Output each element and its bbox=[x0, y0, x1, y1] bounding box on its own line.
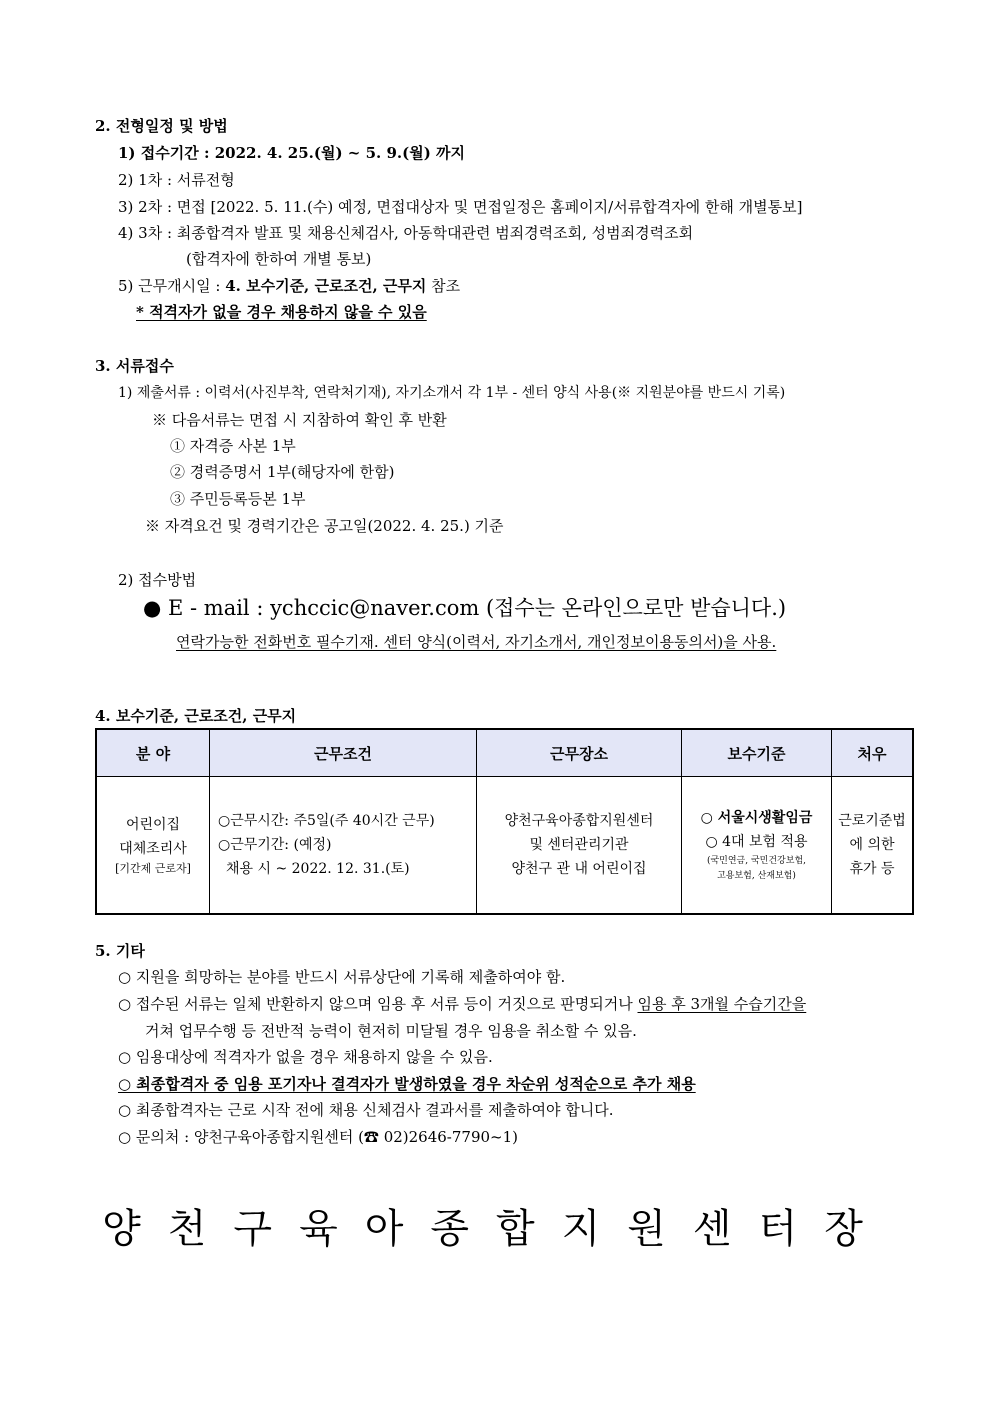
section5-item1: ○ 지원을 희망하는 분야를 반드시 서류상단에 기록해 제출하여야 함. bbox=[118, 968, 566, 986]
section2-item1: 1) 접수기간 : 2022. 4. 25.(월) ~ 5. 9.(월) 까지 bbox=[118, 144, 465, 162]
pay-line1: ○ 서울시생활임금 bbox=[700, 810, 813, 826]
section5-item2-cont: 거쳐 업무수행 등 전반적 능력이 현저히 미달될 경우 임용을 취소할 수 있음. bbox=[145, 1022, 637, 1040]
section5-item2-prefix: ○ 접수된 서류는 일체 반환하지 않으며 임용 후 서류 등이 거짓으로 판명되거나 bbox=[118, 995, 638, 1013]
pay-line2: ○ 4대 보험 적용 bbox=[705, 834, 808, 850]
place-line2: 및 센터관리기관 bbox=[529, 837, 629, 853]
cell-field bbox=[96, 777, 210, 915]
section2-title: 2. 전형일정 및 방법 bbox=[95, 117, 228, 135]
section5-item4: ○ 최종합격자 중 임용 포기자나 결격자가 발생하였을 경우 차순위 성적순으로 추가 채용 bbox=[118, 1075, 696, 1093]
cell-benefit bbox=[832, 777, 914, 915]
field-line2: 대체조리사 bbox=[119, 841, 187, 857]
header-place: 근무장소 bbox=[477, 729, 682, 777]
header-benefit: 처우 bbox=[832, 729, 914, 777]
section2-item5-prefix: 5) 근무개시일 : bbox=[118, 277, 226, 295]
conditions-line2: ○근무기간: (예정) bbox=[218, 837, 332, 853]
benefit-line3: 휴가 등 bbox=[849, 861, 895, 877]
benefit-line2: 에 의한 bbox=[849, 837, 895, 853]
section2-item4: 4) 3차 : 최종합격자 발표 및 채용신체검사, 아동학대관련 범죄경력조회, 성범죄경력조회 bbox=[118, 224, 694, 242]
header-conditions: 근무조건 bbox=[210, 729, 477, 777]
section3-method-title: 2) 접수방법 bbox=[118, 571, 197, 589]
section2-note: * 적격자가 없을 경우 채용하지 않을 수 있음 bbox=[136, 303, 427, 321]
section4-title: 4. 보수기준, 근로조건, 근무지 bbox=[95, 707, 297, 725]
section5-item3: ○ 임용대상에 적격자가 없을 경우 채용하지 않을 수 있음. bbox=[118, 1048, 493, 1066]
pay-line3: (국민연금, 국민건강보험, bbox=[706, 856, 807, 866]
section3-bring-note: ※ 다음서류는 면접 시 지참하여 확인 후 반환 bbox=[152, 411, 447, 429]
benefit-line1: 근로기준법 bbox=[838, 813, 906, 829]
section3-criteria-note: ※ 자격요건 및 경력기간은 공고일(2022. 4. 25.) 기준 bbox=[145, 517, 504, 535]
section2-item5-bold: 4. 보수기준, 근로조건, 근무지 bbox=[225, 277, 427, 295]
table-row bbox=[96, 777, 913, 915]
place-line1: 양천구육아종합지원센터 bbox=[504, 813, 654, 829]
section2-item4-note: (합격자에 한하여 개별 통보) bbox=[186, 250, 372, 268]
field-line3: [기간제 근로자] bbox=[115, 862, 191, 875]
section5-item2-underline: 임용 후 3개월 수습기간을 bbox=[637, 995, 807, 1013]
section3-doc2: ② 경력증명서 1부(해당자에 한함) bbox=[170, 463, 395, 481]
field-line1: 어린이집 bbox=[125, 817, 181, 833]
section5-item6: ○ 문의처 : 양천구육아종합지원센터 (☎ 02)2646-7790~1) bbox=[118, 1128, 519, 1146]
section5-title: 5. 기타 bbox=[95, 942, 145, 960]
conditions-line3: 채용 시 ~ 2022. 12. 31.(토) bbox=[226, 861, 410, 877]
section3-doc1: ① 자격증 사본 1부 bbox=[170, 437, 296, 455]
section3-method-note: 연락가능한 전화번호 필수기재. 센터 양식(이력서, 자기소개서, 개인정보이용동의서)을 사용. bbox=[176, 633, 777, 651]
header-field: 분 야 bbox=[96, 729, 210, 777]
section5-item5: ○ 최종합격자는 근로 시작 전에 채용 신체검사 결과서를 제출하여야 합니다. bbox=[118, 1101, 614, 1119]
pay-line4: 고용보험, 산재보험) bbox=[717, 871, 796, 881]
place-line3: 양천구 관 내 어린이집 bbox=[511, 861, 647, 877]
header-pay: 보수기준 bbox=[682, 729, 832, 777]
section2-item3: 3) 2차 : 면접 [2022. 5. 11.(수) 예정, 면접대상자 및 면접일정은 홈페이지/서류합격자에 한해 개별통보] bbox=[118, 198, 803, 216]
section2-item5-suffix: 참조 bbox=[426, 277, 461, 295]
section5-item2 bbox=[118, 994, 806, 1014]
section3-title: 3. 서류접수 bbox=[95, 357, 174, 375]
section2-item5 bbox=[118, 276, 460, 296]
signature: 양천구육아종합지원센터장 bbox=[102, 1206, 890, 1252]
cell-pay bbox=[682, 777, 832, 915]
conditions-table bbox=[95, 728, 914, 915]
section2-item2: 2) 1차 : 서류전형 bbox=[118, 171, 235, 189]
email-line: ● E - mail : ychccic@naver.com (접수는 온라인으로만 받습니다.) bbox=[143, 596, 787, 620]
section3-doc3: ③ 주민등록등본 1부 bbox=[170, 490, 306, 508]
cell-conditions bbox=[210, 777, 477, 915]
section3-item1: 1) 제출서류 : 이력서(사진부착, 연락처기재), 자기소개서 각 1부 - 센터 양식 사용(※ 지원분야를 반드시 기록) bbox=[118, 385, 786, 401]
cell-place bbox=[477, 777, 682, 915]
conditions-line1: ○근무시간: 주5일(주 40시간 근무) bbox=[218, 813, 435, 829]
table-header-row bbox=[96, 729, 913, 777]
